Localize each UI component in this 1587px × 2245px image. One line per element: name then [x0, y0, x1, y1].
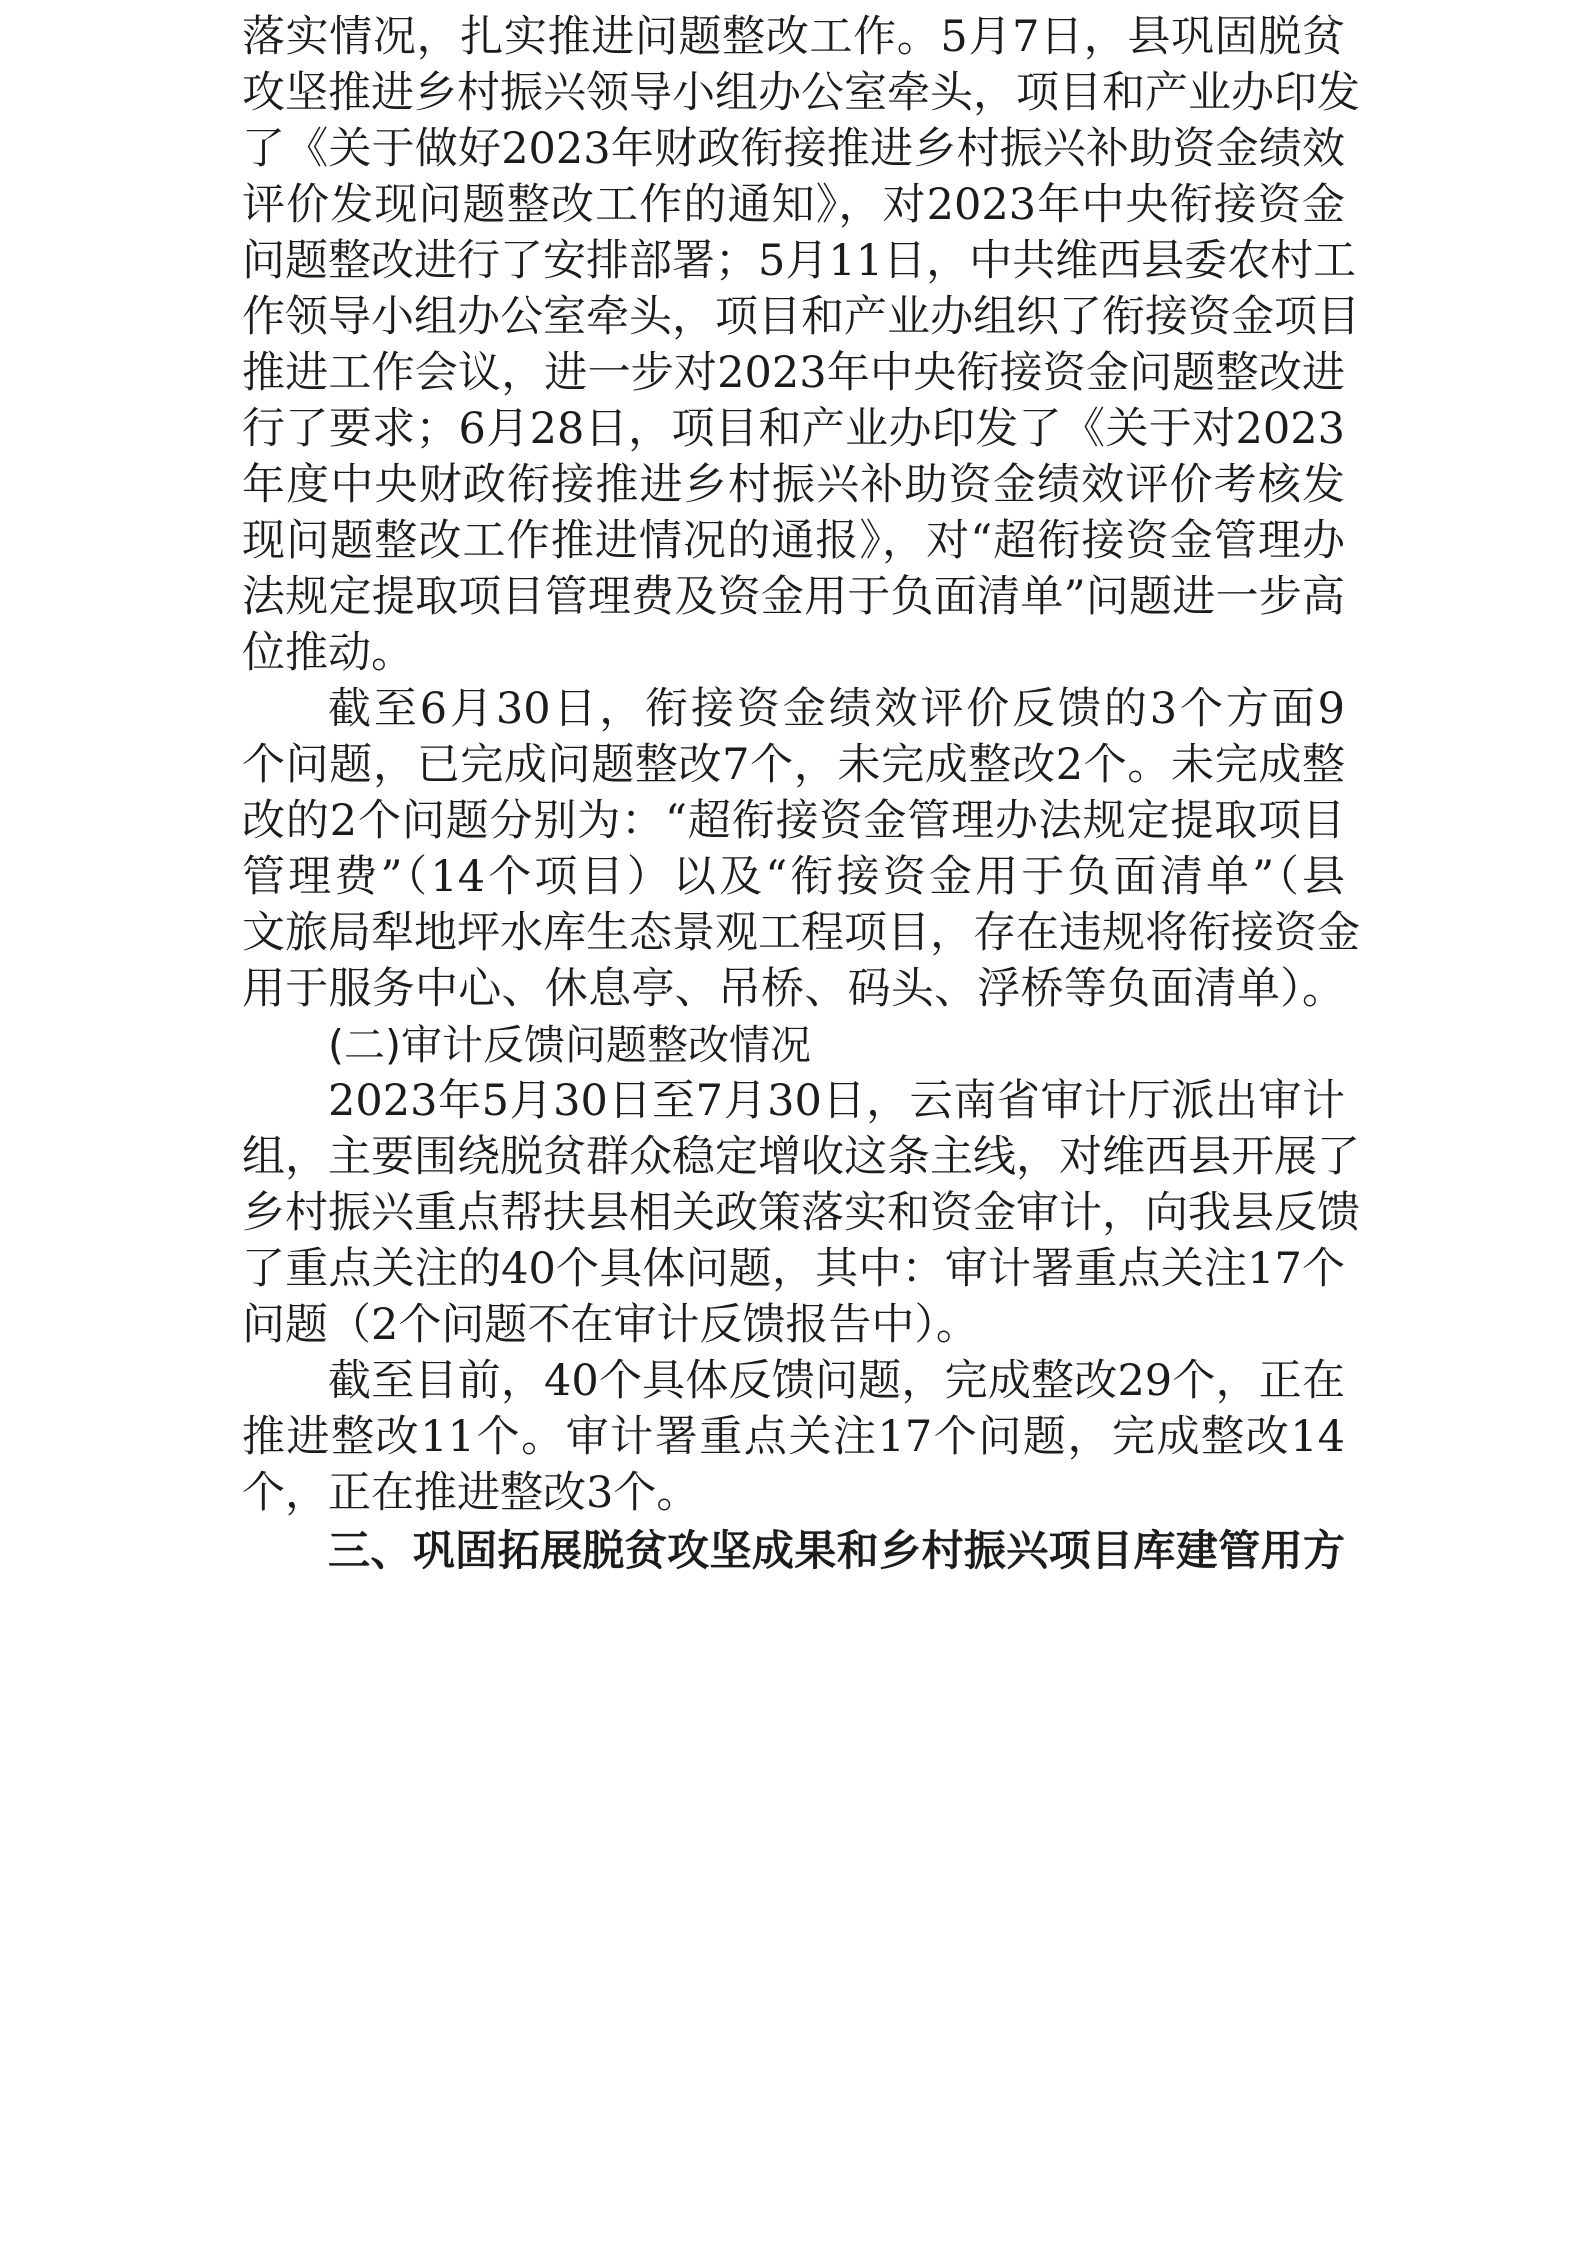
section-subheading: (二)审计反馈问题整改情况 [328, 1021, 811, 1069]
text-line: 2023年5月30日至7月30日，云南省审计厅派出审计 [328, 1076, 1345, 1126]
text-line: 截至目前，40个具体反馈问题，完成整改29个，正在 [328, 1356, 1345, 1406]
text-line: 行了要求；6月28日，项目和产业办印发了《关于对2023 [242, 404, 1345, 454]
text-line: 问题整改进行了安排部署；5月11日，中共维西县委农村工 [242, 236, 1357, 286]
section-heading: 三、巩固拓展脱贫攻坚成果和乡村振兴项目库建管用方 [328, 1526, 1345, 1575]
text-line: 用于服务中心、休息亭、吊桥、码头、浮桥等负面清单）。 [242, 964, 1345, 1014]
text-line: 乡村振兴重点帮扶县相关政策落实和资金审计，向我县反馈 [242, 1188, 1360, 1238]
text-line: 截至6月30日，衔接资金绩效评价反馈的3个方面9 [328, 684, 1345, 734]
text-line: 组，主要围绕脱贫群众稳定增收这条主线，对维西县开展了 [242, 1132, 1360, 1182]
text-line: 了重点关注的40个具体问题，其中：审计署重点关注17个 [242, 1244, 1345, 1294]
text-line: 了《关于做好2023年财政衔接推进乡村振兴补助资金绩效 [242, 124, 1345, 174]
text-line: 法规定提取项目管理费及资金用于负面清单”问题进一步高 [242, 572, 1345, 622]
text-line: 位推动。 [242, 628, 414, 678]
text-line: 改的2个问题分别为：“超衔接资金管理办法规定提取项目 [242, 796, 1345, 846]
text-line: 现问题整改工作推进情况的通报》，对“超衔接资金管理办 [242, 516, 1345, 566]
text-line: 推进整改11个。审计署重点关注17个问题，完成整改14 [242, 1412, 1345, 1462]
text-line: 个问题，已完成问题整改7个，未完成整改2个。未完成整 [242, 740, 1345, 790]
text-line: 作领导小组办公室牵头，项目和产业办组织了衔接资金项目 [242, 292, 1360, 342]
text-line: 个，正在推进整改3个。 [242, 1468, 700, 1518]
text-line: 评价发现问题整改工作的通知》，对2023年中央衔接资金 [242, 180, 1345, 230]
text-line: 管理费”（14个项目）以及“衔接资金用于负面清单”（县 [242, 852, 1345, 902]
text-line: 落实情况，扎实推进问题整改工作。5月7日，县巩固脱贫 [242, 12, 1345, 62]
text-line: 推进工作会议，进一步对2023年中央衔接资金问题整改进 [242, 348, 1345, 398]
text-line: 攻坚推进乡村振兴领导小组办公室牵头，项目和产业办印发 [242, 68, 1360, 118]
text-line: 文旅局犁地坪水库生态景观工程项目，存在违规将衔接资金 [242, 908, 1360, 958]
text-line: 年度中央财政衔接推进乡村振兴补助资金绩效评价考核发 [242, 460, 1345, 510]
text-line: 问题（2个问题不在审计反馈报告中）。 [242, 1300, 979, 1350]
